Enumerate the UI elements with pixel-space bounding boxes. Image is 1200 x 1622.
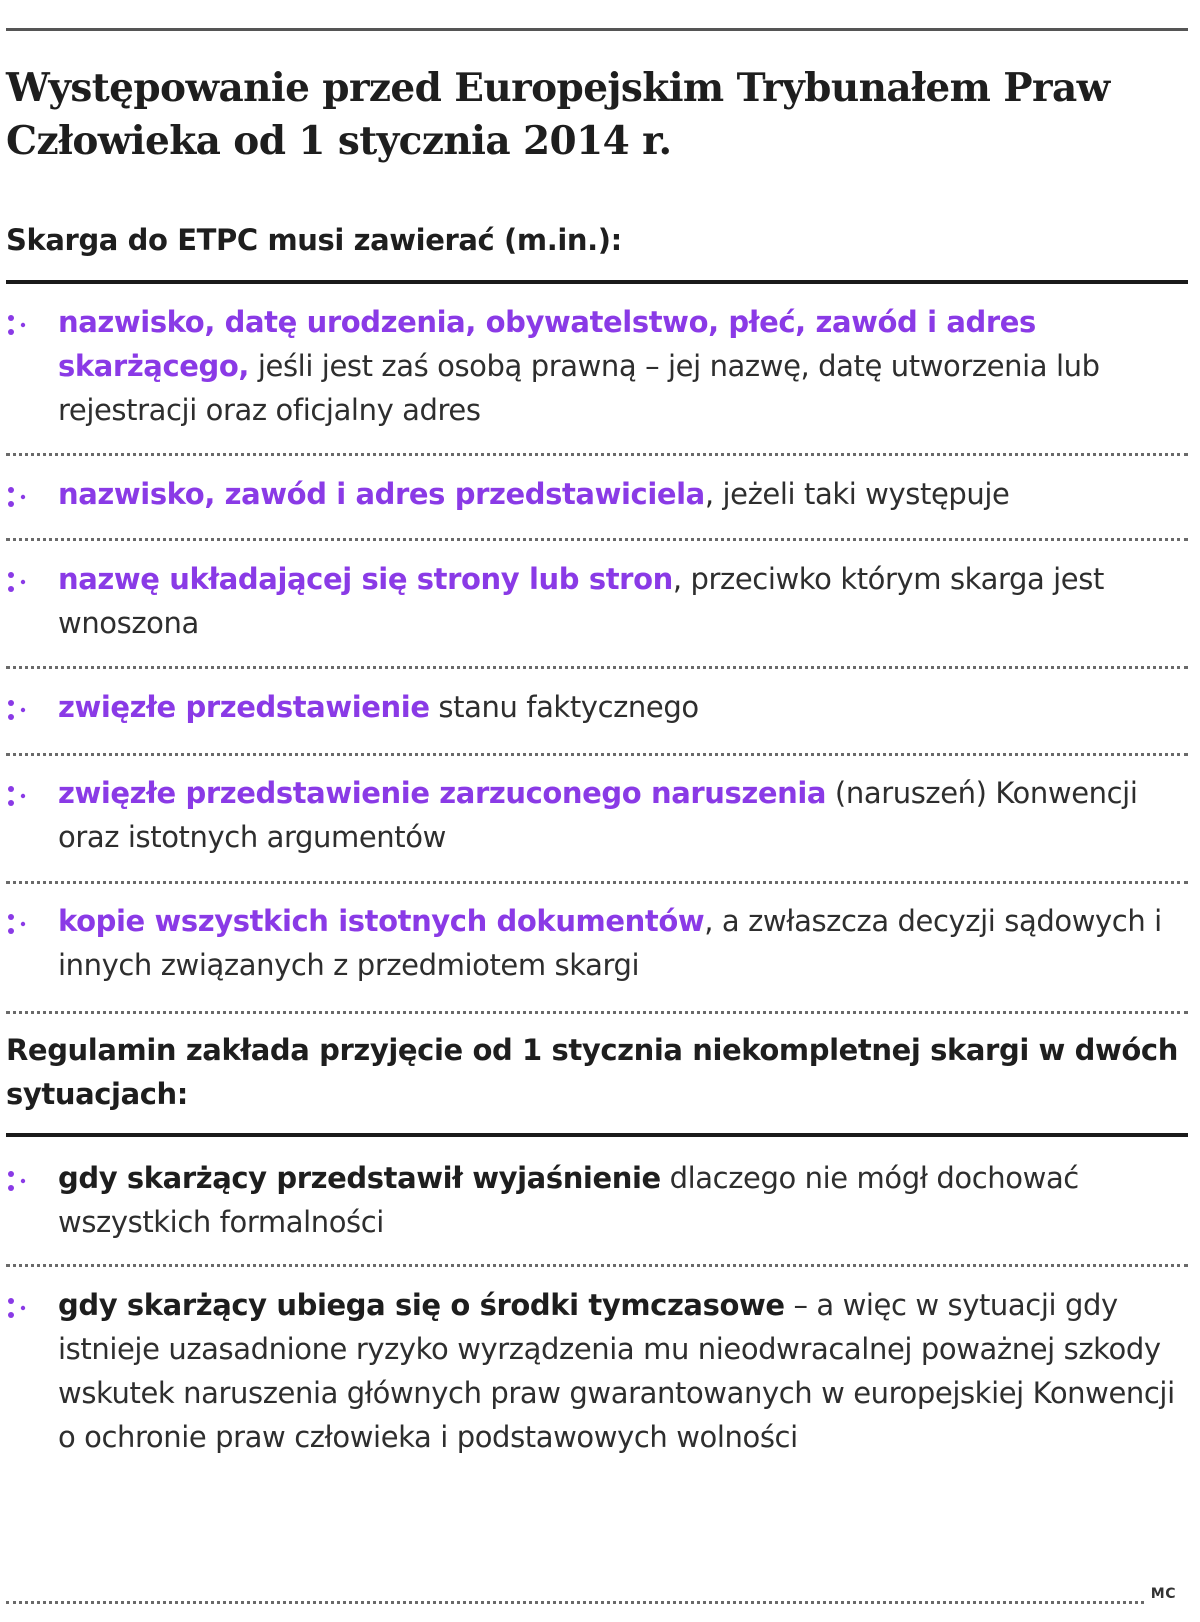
item-rest: (naruszeń) Konwencji oraz istotnych argumentów xyxy=(58,776,1138,854)
list-item-text xyxy=(58,899,1186,987)
page-title: Występowanie przed Europejskim Trybunałem Praw Człowieka od 1 stycznia 2014 r. xyxy=(6,65,1110,164)
item-highlight: zwięzłe przedstawienie zarzuconego naruszenia xyxy=(58,776,827,810)
dotted-divider xyxy=(6,1601,1144,1604)
item-highlight: nazwisko, datę urodzenia, obywatelstwo, płeć, zawód i adres skarżącego, xyxy=(58,305,1036,383)
purple-dot-colon-icon xyxy=(6,1166,32,1196)
item-highlight: nazwę układającej się strony lub stron xyxy=(58,562,673,596)
item-rest: dlaczego nie mógł dochować wszystkich formalności xyxy=(58,1161,1079,1239)
purple-dot-colon-icon xyxy=(6,695,32,725)
section-heading-exceptions: Regulamin zakłada przyjęcie od 1 stycznia niekompletnej skargi w dwóch sytuacjach: xyxy=(6,1033,1178,1111)
list-item-text xyxy=(58,472,1186,516)
section-rule xyxy=(6,1133,1188,1137)
item-rest: , a zwłaszcza decyzji sądowych i innych związanych z przedmiotem skargi xyxy=(58,904,1162,982)
list-item-text xyxy=(58,771,1186,859)
item-highlight: kopie wszystkich istotnych dokumentów xyxy=(58,904,705,938)
dotted-divider xyxy=(6,538,1188,541)
section-heading-requirements: Skarga do ETPC musi zawierać (m.in.): xyxy=(6,223,622,257)
item-rest: stanu faktycznego xyxy=(429,690,699,724)
list-item-text xyxy=(58,557,1186,645)
purple-dot-colon-icon xyxy=(6,482,32,512)
purple-dot-colon-icon xyxy=(6,1293,32,1323)
section-rule xyxy=(6,280,1188,284)
purple-dot-colon-icon xyxy=(6,781,32,811)
dotted-divider xyxy=(6,1011,1188,1014)
author-credit: MC xyxy=(1150,1586,1176,1602)
item-rest: jeśli jest zaś osobą prawną – jej nazwę, datę utworzenia lub rejestracji oraz oficjalny adres xyxy=(58,349,1100,427)
dotted-divider xyxy=(6,1264,1188,1267)
dotted-divider xyxy=(6,753,1188,756)
item-rest: – a więc w sytuacji gdy istnieje uzasadnione ryzyko wyrządzenia mu nieodwracalnej poważnej szkody wskutek naruszenia głównych praw gwarantowanych w europejskiej Konwencji o ochronie praw człowieka i podstawowych wolności xyxy=(58,1288,1175,1454)
top-rule xyxy=(6,28,1188,31)
purple-dot-colon-icon xyxy=(6,567,32,597)
purple-dot-colon-icon xyxy=(6,909,32,939)
item-highlight: zwięzłe przedstawienie xyxy=(58,690,430,724)
dotted-divider xyxy=(6,881,1188,884)
list-item-text xyxy=(58,1156,1186,1244)
item-highlight: gdy skarżący ubiega się o środki tymczasowe xyxy=(58,1288,785,1322)
item-highlight: nazwisko, zawód i adres przedstawiciela xyxy=(58,477,705,511)
purple-dot-colon-icon xyxy=(6,310,32,340)
list-item-text xyxy=(58,1283,1186,1459)
dotted-divider xyxy=(6,453,1188,456)
list-item-text xyxy=(58,300,1186,432)
item-rest: , jeżeli taki występuje xyxy=(704,477,1010,511)
dotted-divider xyxy=(6,666,1188,669)
item-highlight: gdy skarżący przedstawił wyjaśnienie xyxy=(58,1161,661,1195)
item-rest: , przeciwko którym skarga jest wnoszona xyxy=(58,562,1104,640)
list-item-text xyxy=(58,685,1186,729)
